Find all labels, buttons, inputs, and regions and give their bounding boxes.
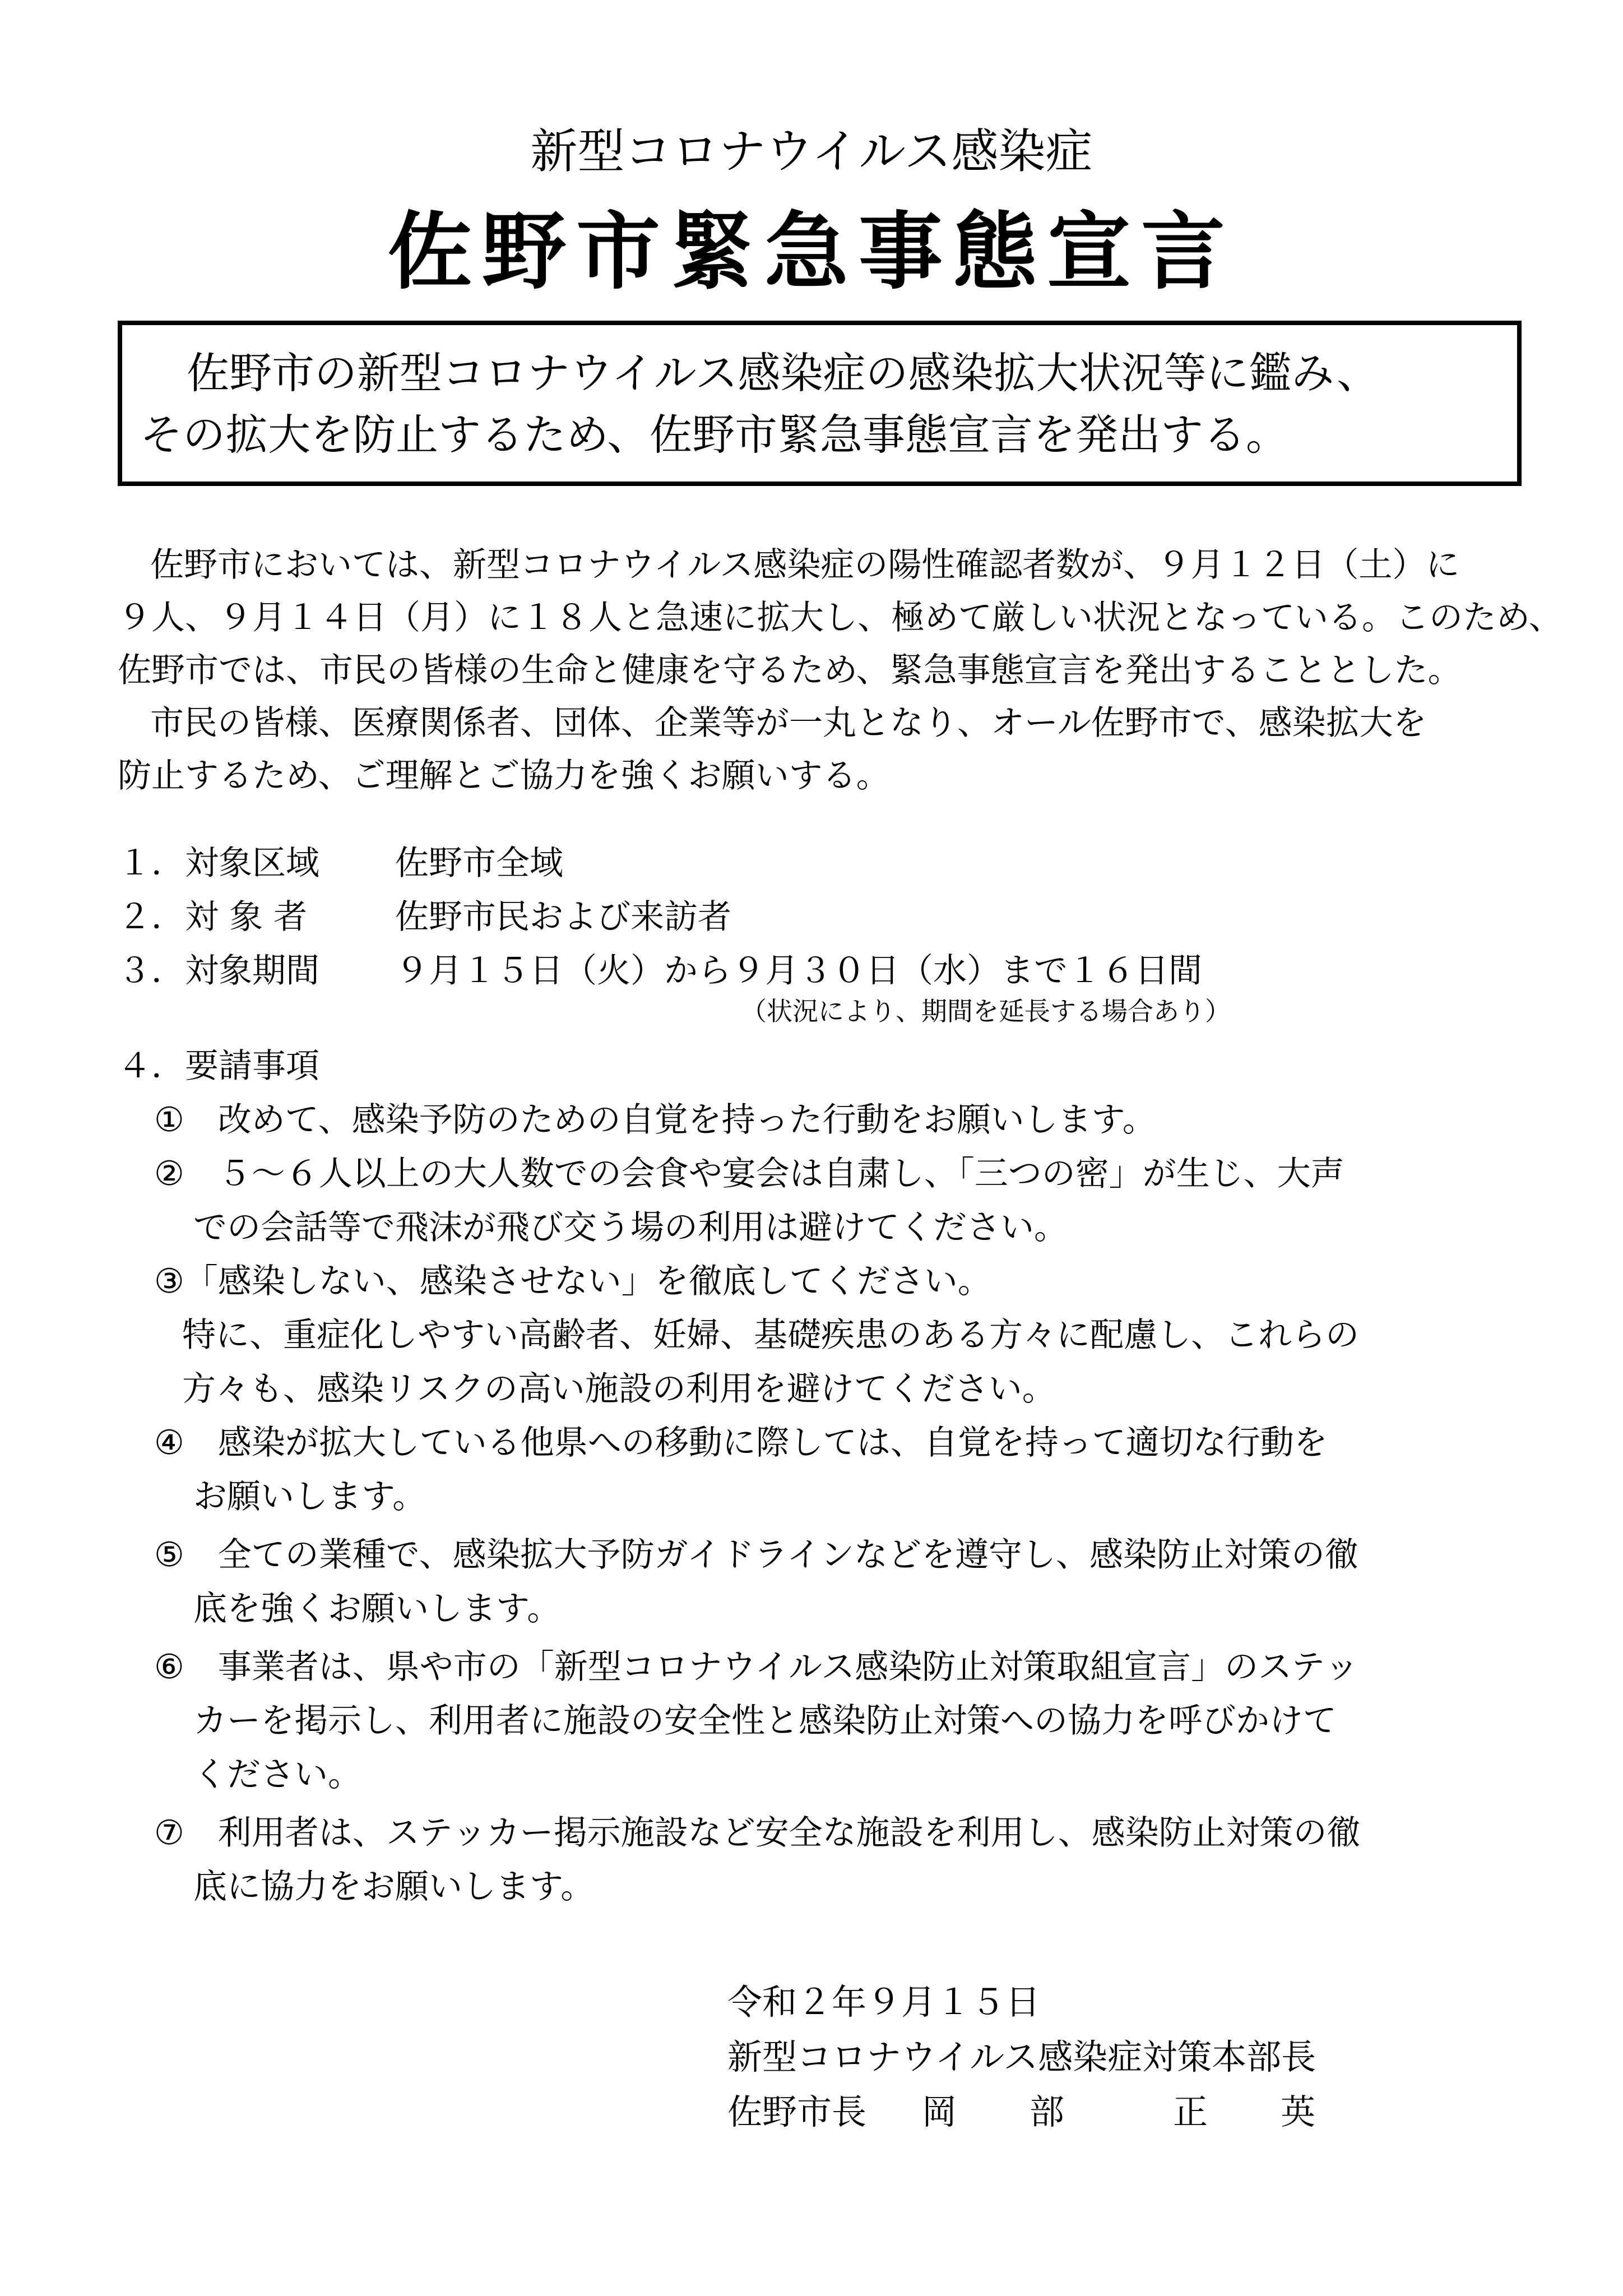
request-5-line-2: 底を強くお願いします。 [193,1589,561,1628]
request-7-line-1: ⑦ 利用者は、ステッカー掲示施設など安全な施設を利用し、感染防止対策の徹 [154,1813,1361,1853]
body-paragraph-2-line-2: 防止するため、ご理解とご協力を強くお願いする。 [118,756,890,795]
signature-name: 岡 部 正 英 [922,2091,1317,2132]
body-paragraph-1-line-3: 佐野市では、市民の皆様の生命と健康を守るため、緊急事態宣言を発出することとした。 [118,651,1462,690]
declaration-line-1: 佐野市の新型コロナウイルス感染症の感染拡大状況等に鑑み、 [187,348,1379,398]
request-3-line-3: 方々も、感染リスクの高い施設の利用を避けてください。 [182,1369,1056,1409]
body-paragraph-2-line-1: 市民の皆様、医療関係者、団体、企業等が一丸となり、オール佐野市で、感染拡大を [150,703,1427,743]
request-4-line-1: ④ 感染が拡大している他県への移動に際しては、自覚を持って適切な行動を [154,1423,1328,1462]
period-note: （状況により、期間を延長する場合あり） [741,996,1231,1026]
signature-date: 令和２年９月１５日 [727,1982,1041,2022]
declaration-box [118,321,1522,486]
requests-heading: ４．要請事項 [118,1047,319,1086]
declaration-line-2: その拡大を防止するため、佐野市緊急事態宣言を発出する。 [140,410,1288,460]
document-title: 佐野市緊急事態宣言 [387,203,1235,301]
request-7-line-2: 底に協力をお願いします。 [193,1867,595,1906]
request-6-line-1: ⑥ 事業者は、県や市の「新型コロナウイルス感染防止対策取組宣言」のステッ [154,1647,1358,1687]
request-4-line-2: お願いします。 [193,1477,426,1516]
item-value-target-area: 佐野市全域 [395,844,563,883]
body-paragraph-1-line-1: 佐野市においては、新型コロナウイルス感染症の陽性確認者数が、９月１２日（土）に [150,545,1460,585]
request-6-line-3: ください。 [193,1755,361,1794]
body-paragraph-1-line-2: ９人、９月１４日（月）に１８人と急速に拡大し、極めて厳しい状況となっている。このため、 [118,598,1562,637]
request-6-line-2: カーを掲示し、利用者に施設の安全性と感染防止対策への協力を呼びかけて [193,1701,1337,1740]
item-label-target-area: １．対象区域 [118,844,319,883]
item-value-target-period: ９月１５日（火）から９月３０日（水）まで１６日間 [395,951,1202,990]
request-5-line-1: ⑤ 全ての業種で、感染拡大予防ガイドラインなどを遵守し、感染防止対策の徹 [154,1535,1358,1575]
request-3-line-2: 特に、重症化しやすい高齢者、妊婦、基礎疾患のある方々に配慮し、これらの [182,1316,1359,1355]
request-1-line-1: ① 改めて、感染予防のための自覚を持った行動をお願いします。 [154,1100,1156,1140]
signature-title: 佐野市長 [727,2091,867,2132]
item-label-target-period: ３．対象期間 [118,951,319,990]
signature-role: 新型コロナウイルス感染症対策本部長 [727,2036,1316,2077]
document-subtitle: 新型コロナウイルス感染症 [530,124,1093,179]
item-value-target-persons: 佐野市民および来訪者 [395,897,731,937]
item-label-target-persons: ２．対 象 者 [118,897,308,937]
request-2-line-1: ② ５～６人以上の大人数での会食や宴会は自粛し、「三つの密」が生じ、大声 [154,1154,1344,1193]
request-3-line-1: ③「感染しない、感染させない」を徹底してください。 [154,1262,991,1301]
request-2-line-2: での会話等で飛沫が飛び交う場の利用は避けてください。 [193,1208,1068,1247]
